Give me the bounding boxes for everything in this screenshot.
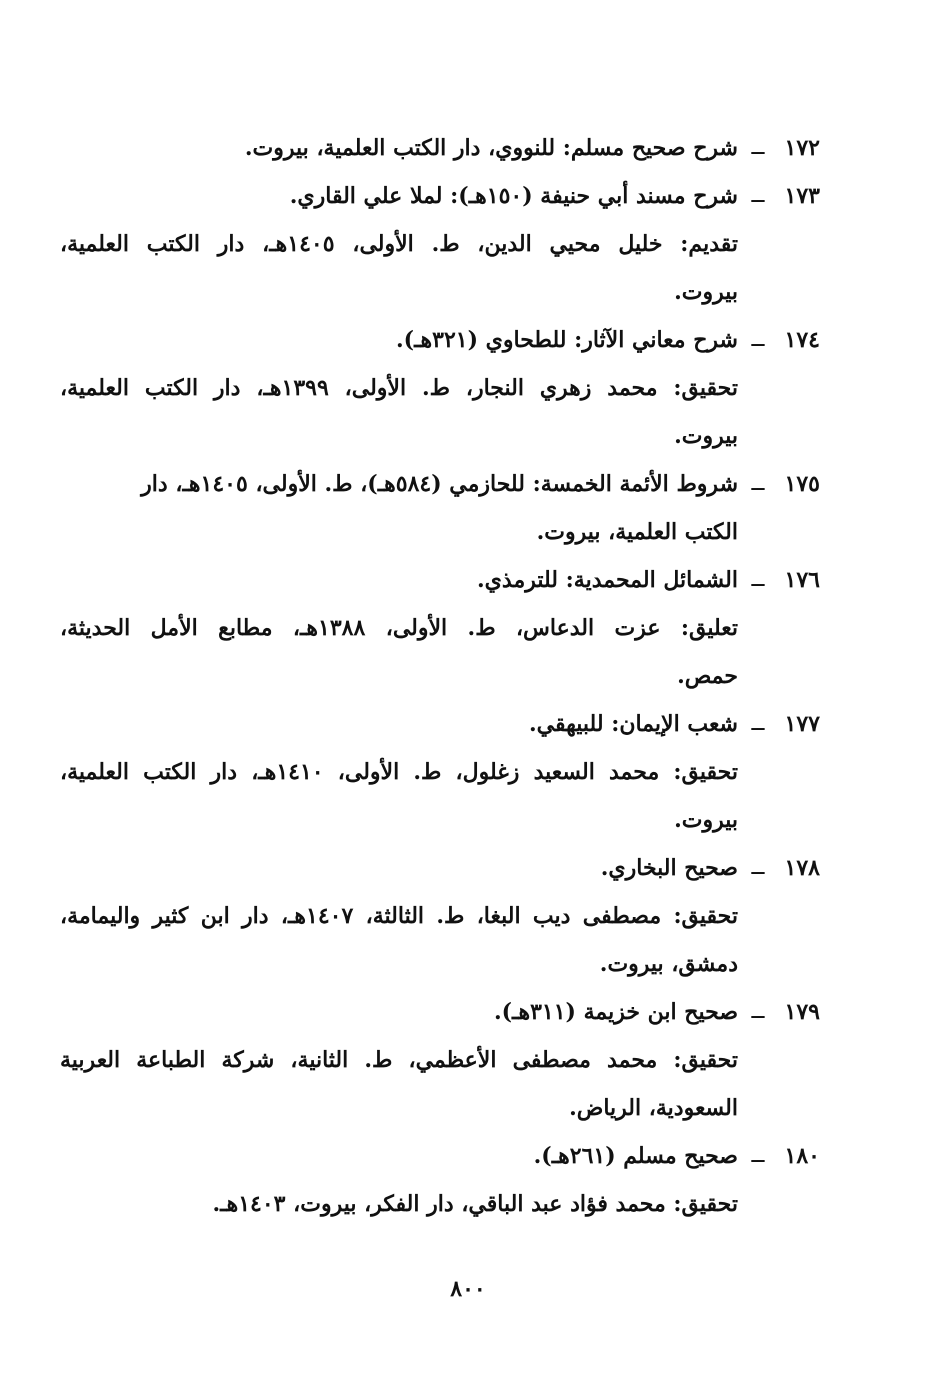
entry-detail-line: الكتب العلمية، بيروت. [536,519,738,545]
entry-heading-line [60,460,820,508]
bibliography-entry [60,556,820,700]
entry-number: ١٧٩ [784,999,820,1025]
entry-dash: ــ [751,135,765,160]
entry-title: شرح معاني الآثار: للطحاوي (٣٢١هـ). [396,327,738,353]
entry-dash: ــ [751,1143,765,1168]
entry-dash: ــ [751,183,765,208]
entry-number: ١٧٨ [784,855,820,881]
entry-detail-line: تحقيق: محمد زهري النجار، ط. الأولى، ١٣٩٩هـ، دار الكتب العلمية، [60,375,738,401]
entry-heading-line [60,124,820,172]
entry-number: ١٧٢ [784,135,820,161]
entry-dash: ــ [751,327,765,352]
entry-detail-line: تقديم: خليل محيي الدين، ط. الأولى، ١٤٠٥هـ، دار الكتب العلمية، [60,231,738,257]
bibliography-entry [60,316,820,460]
entry-title: شعب الإيمان: للبيهقي. [529,711,738,737]
bibliography-entry [60,1132,820,1228]
bibliography-entry [60,460,820,556]
bibliography-entry [60,700,820,844]
entry-title: صحيح ابن خزيمة (٣١١هـ). [493,999,738,1025]
entry-detail-line: دمشق، بيروت. [599,951,738,977]
entry-detail-line: تحقيق: مصطفى ديب البغا، ط. الثالثة، ١٤٠٧هـ، دار ابن كثير واليمامة، [60,903,738,929]
entry-number: ١٧٥ [784,471,820,497]
entry-dash: ــ [751,855,765,880]
entry-detail-line: تحقيق: محمد فؤاد عبد الباقي، دار الفكر، بيروت، ١٤٠٣هـ. [212,1191,738,1217]
bibliography-entry [60,172,820,316]
entry-detail-line: بيروت. [674,423,738,449]
entry-number: ١٧٦ [784,567,820,593]
entry-number: ١٨٠ [784,1143,820,1169]
entry-heading-line [60,316,820,364]
entry-heading-line [60,556,820,604]
entry-detail-line: تحقيق: محمد مصطفى الأعظمي، ط. الثانية، شركة الطباعة العربية [60,1047,738,1073]
entry-dash: ــ [751,471,765,496]
entry-heading-line [60,988,820,1036]
entry-dash: ــ [751,711,765,736]
entry-number: ١٧٤ [784,327,820,353]
page-number: ٨٠٠ [450,1276,486,1302]
entry-detail-line: حمص. [677,663,738,689]
entry-detail-line: تحقيق: محمد السعيد زغلول، ط. الأولى، ١٤١٠هـ، دار الكتب العلمية، [60,759,738,785]
bibliography-entry [60,124,820,172]
entry-title: شروط الأئمة الخمسة: للحازمي (٥٨٤هـ)، ط. الأولى، ١٤٠٥هـ، دار [141,471,738,497]
entry-title: صحيح البخاري. [600,855,738,881]
entry-heading-line [60,700,820,748]
entry-number: ١٧٣ [784,183,820,209]
bibliography-entry [60,844,820,988]
entry-heading-line [60,1132,820,1180]
entry-title: صحيح مسلم (٢٦١هـ). [533,1143,738,1169]
entry-heading-line [60,172,820,220]
bibliography-entry [60,988,820,1132]
entry-detail-line: بيروت. [674,279,738,305]
entry-title: شرح مسند أبي حنيفة (١٥٠هـ): لملا علي القاري. [289,183,738,209]
entry-detail-line: السعودية، الرياض. [569,1095,738,1121]
entry-title: الشمائل المحمدية: للترمذي. [477,567,738,593]
entry-number: ١٧٧ [784,711,820,737]
entry-heading-line [60,844,820,892]
entry-detail-line: بيروت. [674,807,738,833]
entry-detail-line: تعليق: عزت الدعاس، ط. الأولى، ١٣٨٨هـ، مطابع الأمل الحديثة، [60,615,738,641]
entry-dash: ــ [751,999,765,1024]
bibliography-list [60,124,820,1228]
entry-title: شرح صحيح مسلم: للنووي، دار الكتب العلمية، بيروت. [244,135,738,161]
entry-dash: ــ [751,567,765,592]
